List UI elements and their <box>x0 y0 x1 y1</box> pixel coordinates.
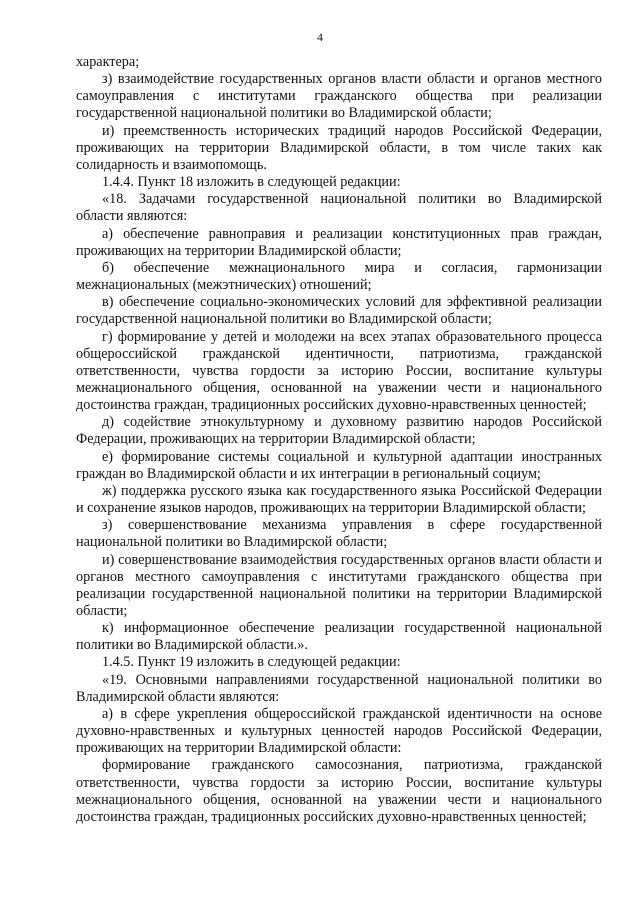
paragraph: г) формирование у детей и молодежи на всех этапах образовательного процесса общероссийской гражданской идентичности, патриотизма, гражданской ответственности, чувства гордости за историю России, воспитание культуры межнационального общения, основанной на уважении чести и национального достоинства граждан, традиционных российских духовно-нравственных ценностей; <box>76 328 602 414</box>
paragraph: характера; <box>76 54 140 70</box>
paragraph: з) совершенствование механизма управления в сфере государственной национальной политики во Владимирской области; <box>76 517 602 551</box>
paragraph: б) обеспечение межнационального мира и согласия, гармонизации межнациональных (межэтнических) отношений; <box>76 259 602 294</box>
paragraph: е) формирование системы социальной и культурной адаптации иностранных граждан во Владимирской области и их интеграции в региональный социум; <box>76 448 602 482</box>
paragraph: в) обеспечение социально-экономических условий для эффективной реализации государственной национальной политики во Владимирской области; <box>76 294 602 328</box>
paragraph: ж) поддержка русского языка как государственного языка Российской Федерации и сохранение языков народов, проживающих на территории Владимирской области; <box>76 482 602 517</box>
paragraph: к) информационное обеспечение реализации государственной национальной политики во Владимирской области.». <box>76 620 602 654</box>
page-number: 4 <box>317 30 323 44</box>
paragraph: 1.4.4. Пункт 18 изложить в следующей редакции: <box>102 174 401 191</box>
document-body <box>76 54 602 826</box>
paragraph: а) обеспечение равноправия и реализации конституционных прав граждан, проживающих на территории Владимирской области; <box>76 225 602 259</box>
paragraph: 1.4.5. Пункт 19 изложить в следующей редакции: <box>102 654 401 671</box>
paragraph: и) преемственность исторических традиций народов Российской Федерации, проживающих на территории Владимирской области, в том числе таких как солидарность и взаимопомощь. <box>76 122 602 173</box>
paragraph: «19. Основными направлениями государственной национальной политики во Владимирской области являются: <box>76 671 602 705</box>
paragraph: д) содействие этнокультурному и духовному развитию народов Российской Федерации, проживающих на территории Владимирской области; <box>76 414 602 448</box>
paragraph: «18. Задачами государственной национальной политики во Владимирской области являются: <box>76 191 602 225</box>
paragraph: з) взаимодействие государственных органов власти области и органов местного самоуправления с институтами гражданского общества при реализации государственной национальной политики во Владимирской области; <box>76 71 602 122</box>
paragraph: формирование гражданского самосознания, патриотизма, гражданской ответственности, чувства гордости за историю России, воспитание культуры межнационального общения, основанной на уважении чести и национального достоинства граждан, традиционных российских духовно-нравственных ценностей; <box>76 757 602 825</box>
paragraph: а) в сфере укрепления общероссийской гражданской идентичности на основе духовно-нравственных и культурных ценностей народов Российской Федерации, проживающих на территории Владимирской области: <box>76 705 602 757</box>
paragraph: и) совершенствование взаимодействия государственных органов власти области и органов местного самоуправления с институтами гражданского общества при реализации государственной национальной политики на территории Владимирской области; <box>76 551 602 619</box>
